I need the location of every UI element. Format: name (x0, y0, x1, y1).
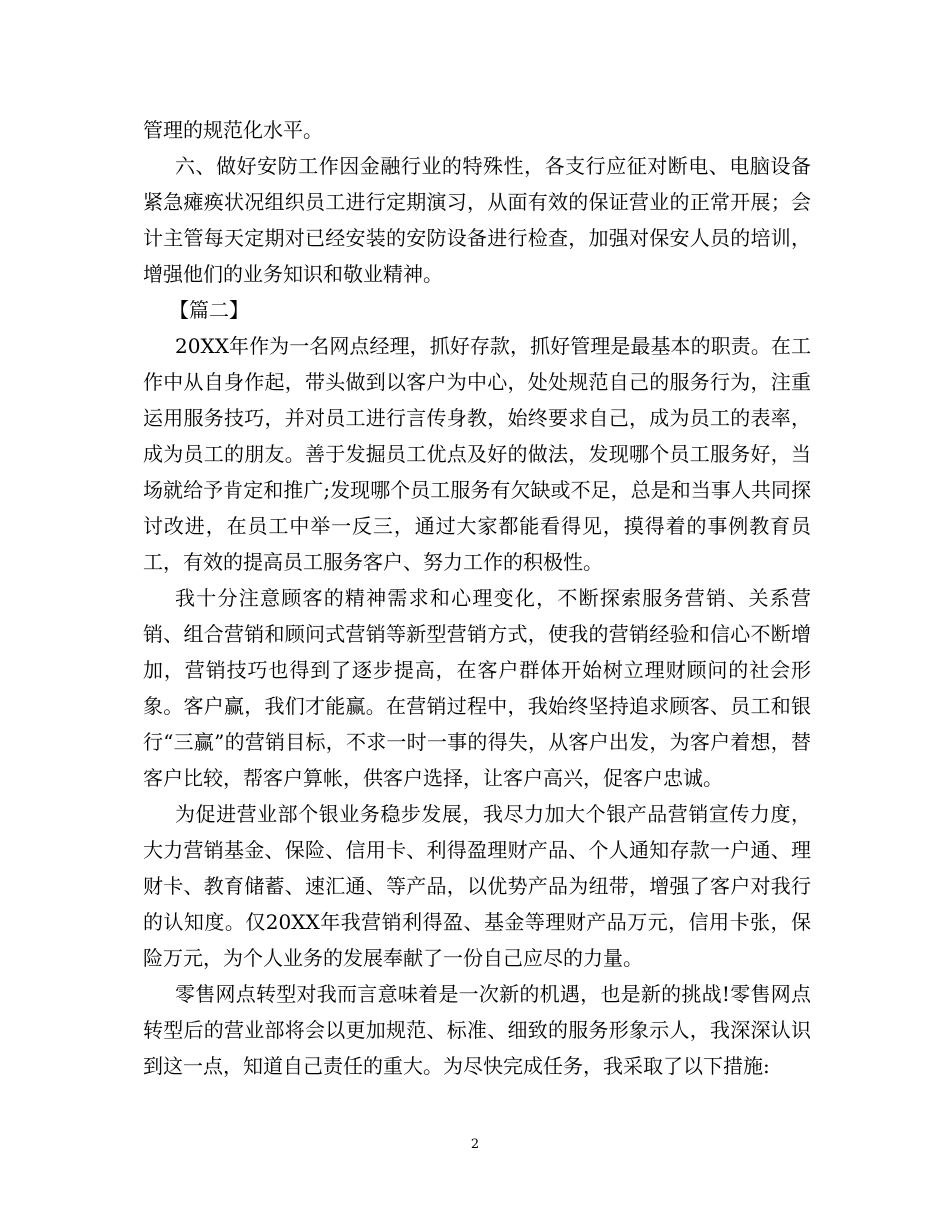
paragraph-2: 六、做好安防工作因金融行业的特殊性，各支行应征对断电、电脑设备紧急瘫痪状况组织员工进行定期演习，从面有效的保证营业的正常开展；会计主管每天定期对已经安装的安防设备进行检查，加强对保安人员的培训，增强他们的业务知识和敬业精神。 (143, 154, 811, 286)
paragraph-4: 我十分注意顾客的精神需求和心理变化，不断探索服务营销、关系营销、组合营销和顾问式营销等新型营销方式，使我的营销经验和信心不断增加，营销技巧也得到了逐步提高，在客户群体开始树立理财顾问的社会形象。客户赢，我们才能赢。在营销过程中，我始终坚持追求顾客、员工和银行“三赢”的营销目标，不求一时一事的得失，从客户出发，为客户着想，替客户比较，帮客户算帐，供客户选择，让客户高兴，促客户忠诚。 (143, 586, 811, 790)
paragraph-5: 为促进营业部个银业务稳步发展，我尽力加大个银产品营销宣传力度，大力营销基金、保险、信用卡、利得盈理财产品、个人通知存款一户通、理财卡、教育储蓄、速汇通、等产品，以优势产品为纽带，增强了客户对我行的认知度。仅20XX年我营销利得盈、基金等理财产品万元，信用卡张，保险万元，为个人业务的发展奉献了一份自己应尽的力量。 (143, 802, 811, 970)
paragraph-1: 管理的规范化水平。 (143, 118, 323, 142)
paragraph-3: 20XX年作为一名网点经理，抓好存款，抓好管理是最基本的职责。在工作中从自身作起，带头做到以客户为中心，处处规范自己的服务行为，注重运用服务技巧，并对员工进行言传身教，始终要求自己，成为员工的表率，成为员工的朋友。善于发掘员工优点及好的做法，发现哪个员工服务好，当场就给予肯定和推广;发现哪个员工服务有欠缺或不足，总是和当事人共同探讨改进，在员工中举一反三，通过大家都能看得见，摸得着的事例教育员工，有效的提高员工服务客户、努力工作的积极性。 (143, 334, 811, 574)
document-body (143, 112, 811, 1084)
section-heading: 【篇二】 (169, 298, 249, 322)
page-number: 2 (470, 1137, 480, 1152)
paragraph-6: 零售网点转型对我而言意味着是一次新的机遇，也是新的挑战!零售网点转型后的营业部将会以更加规范、标准、细致的服务形象示人，我深深认识到这一点，知道自己责任的重大。为尽快完成任务，我采取了以下措施: (143, 982, 811, 1078)
